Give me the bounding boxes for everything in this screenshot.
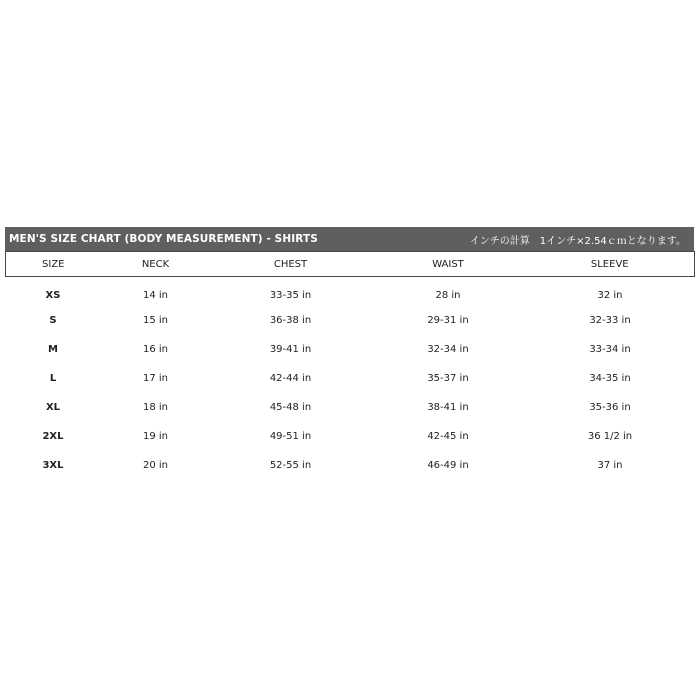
table-row [6,306,695,335]
header-neck: NECK [101,252,211,277]
header-waist: WAIST [371,252,526,277]
waist-cell: 46-49 in [427,459,469,471]
table-row [6,335,695,364]
table-row [6,393,695,422]
sleeve-cell: 36 1/2 in [587,430,633,442]
size-cell: XS [45,290,61,302]
sleeve-cell: 32-33 in [589,314,631,326]
header-row [6,252,695,277]
size-cell: L [49,372,57,384]
chest-cell: 45-48 in [269,401,312,413]
waist-cell: 32-34 in [427,343,469,355]
sleeve-cell: 33-34 in [589,343,631,355]
waist-cell: 42-45 in [427,430,469,442]
chest-cell: 49-51 in [269,430,312,442]
chest-cell: 52-55 in [269,459,312,471]
waist-cell: 38-41 in [427,401,469,413]
size-chart-title: MEN'S SIZE CHART (BODY MEASUREMENT) - SHIRTS [9,233,318,245]
header-sleeve: SLEEVE [526,252,695,277]
sleeve-cell: 37 in [597,459,623,471]
table-row [6,364,695,393]
chest-cell: 39-41 in [269,343,312,355]
inch-conversion-note: インチの計算 1インチ×2.54ｃｍとなります。 [469,235,686,247]
neck-cell: 14 in [142,290,169,302]
neck-cell: 16 in [142,343,169,355]
sleeve-cell: 34-35 in [589,372,631,384]
table-row [6,422,695,451]
neck-cell: 20 in [142,459,169,471]
neck-cell: 17 in [142,372,169,384]
size-cell: 3XL [42,459,64,471]
header-chest: CHEST [211,252,371,277]
size-chart-title-bar [5,227,694,251]
size-cell: S [49,314,57,326]
size-cell: XL [45,401,61,413]
size-chart [5,227,694,480]
size-cell: 2XL [42,430,64,442]
chest-cell: 42-44 in [269,372,312,384]
waist-cell: 28 in [435,290,461,302]
waist-cell: 29-31 in [427,314,469,326]
neck-cell: 19 in [142,430,169,442]
chest-cell: 36-38 in [269,314,312,326]
waist-cell: 35-37 in [427,372,469,384]
size-table [5,251,695,480]
chest-cell: 33-35 in [269,290,312,302]
sleeve-cell: 32 in [597,290,623,302]
sleeve-cell: 35-36 in [589,401,631,413]
table-row [6,277,695,306]
neck-cell: 15 in [142,314,169,326]
table-row [6,451,695,480]
neck-cell: 18 in [142,401,169,413]
size-cell: M [48,343,58,355]
header-size: SIZE [6,252,101,277]
